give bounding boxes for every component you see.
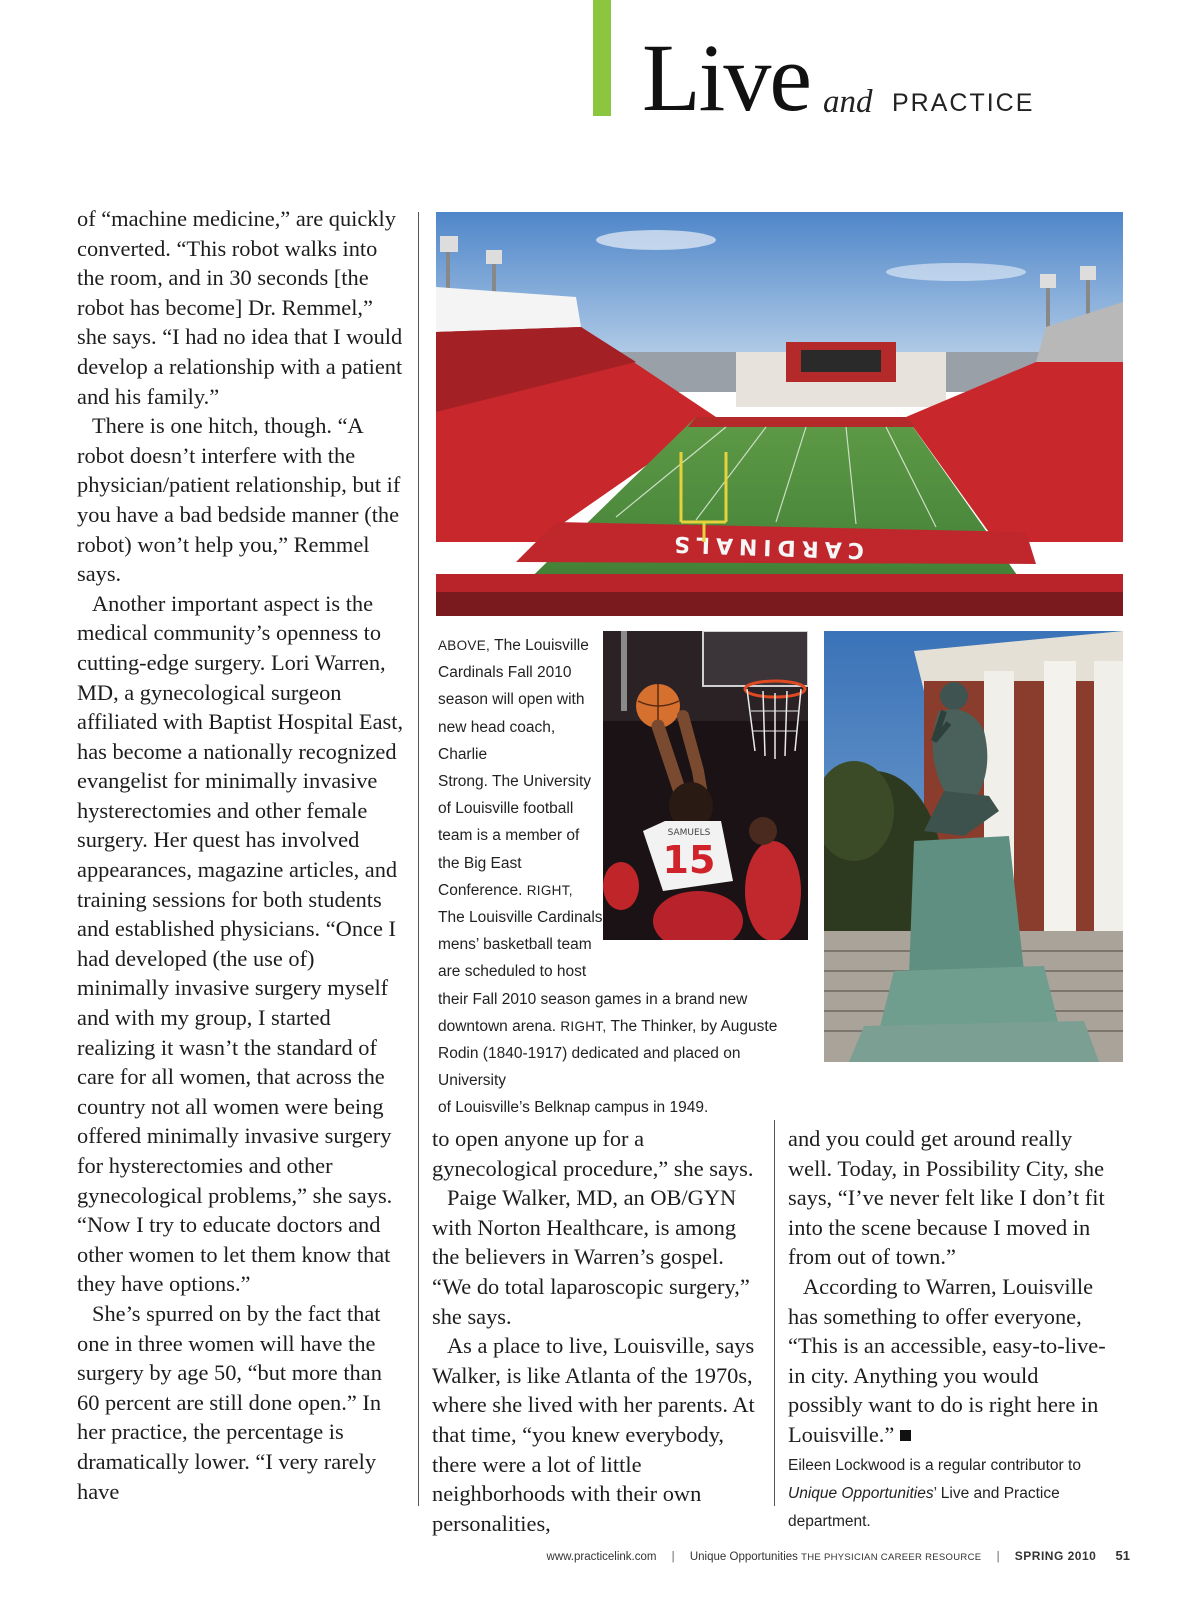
paragraph: Paige Walker, MD, an OB/GYN with Norton Healthcare, is among the believers in Warren’s gospel. “We do total laparoscopic surgery,” she says. [432, 1185, 750, 1329]
caption-line: Strong. The University [438, 773, 592, 791]
page-footer [547, 1548, 1130, 1563]
caption-text: The Louisville [490, 637, 589, 654]
paragraph-text: According to Warren, Louisville has something to offer everyone, “This is an accessible, easy-to-live-in city. Anything you would possibly want to do is right here in Louisville.” [788, 1273, 1106, 1447]
stadium-endzone-text: CARDINALS [667, 530, 865, 563]
article-column-2 [432, 1124, 762, 1538]
footer-separator: | [671, 1551, 675, 1563]
page-number: 51 [1115, 1548, 1130, 1563]
caption-line: Rodin (1840-1917) dedicated and placed on University [438, 1045, 741, 1090]
stadium-illustration [436, 212, 1123, 616]
stadium-photo [436, 212, 1123, 616]
caption-text: downtown arena. [438, 1017, 561, 1035]
paragraph: of “machine medicine,” are quickly converted. “This robot walks into the room, and in 30 seconds [the robot has become] Dr. Remmel,” she says. “I had no idea that I would develop a relationship with a patient and his family.” [77, 206, 403, 409]
caption-line: new head coach, Charlie [438, 718, 556, 763]
column-rule-1 [418, 212, 419, 1506]
caption-line: season will open with [438, 691, 585, 709]
article-column-3 [788, 1124, 1118, 1536]
caption-line [438, 877, 606, 904]
caption-text: Conference. [438, 881, 527, 899]
jersey-number: 15 [662, 838, 716, 882]
section-title-live: Live [642, 24, 810, 131]
article-column-1 [77, 204, 407, 1506]
caption-line: Cardinals Fall 2010 [438, 664, 572, 682]
jersey-name: SAMUELS [667, 828, 711, 838]
caption-line [438, 1013, 798, 1040]
column-rule-2 [774, 1120, 775, 1506]
section-title-and: and [823, 84, 873, 120]
byline-magazine: Unique Opportunities [788, 1484, 934, 1502]
caption-line: of Louisville’s Belknap campus in 1949. [438, 1099, 709, 1117]
author-byline [788, 1452, 1118, 1536]
caption-line: team is a member of [438, 827, 580, 845]
thinker-statue-photo [824, 631, 1123, 1062]
section-title-practice: PRACTICE [892, 89, 1035, 117]
caption-label-right-1: RIGHT, [526, 882, 573, 898]
caption-line: are scheduled to host [438, 963, 587, 981]
paragraph: Another important aspect is the medical community’s openness to cutting-edge surgery. Lori Warren, MD, a gynecological surgeon affiliated with Baptist Hospital East, has become a nationally recognized evangelist for minimally invasive hysterectomies and other female surgery. Her quest has involved appearances, magazine articles, and training sessions for both students and established physicians. “Once I had developed (the use of) minimally invasive surgery myself and with my group, I started realizing it wasn’t the standard of care for all women, that across the country not all women were being offered minimally invasive surgery for hysterectomies and other gynecological problems,” she says. “Now I try to educate doctors and other women to let them know that they have options.” [77, 590, 404, 1297]
footer-magazine: Unique Opportunities [689, 1551, 798, 1563]
caption-line: their Fall 2010 season games in a brand new [438, 990, 748, 1008]
byline-text: ’ Live and Practice department. [788, 1484, 1060, 1530]
caption-line: of Louisville football [438, 800, 574, 818]
footer-separator: | [996, 1551, 1000, 1563]
caption-line [438, 632, 606, 659]
paragraph: There is one hitch, though. “A robot doesn’t interfere with the physician/patient relationship, but if you have a bad bedside manner (the robot) won’t help you,” Remmel says. [77, 413, 401, 587]
caption-label-above: ABOVE, [438, 638, 491, 653]
footer-tagline: THE PHYSICIAN CAREER RESOURCE [801, 1552, 982, 1563]
paragraph: She’s spurred on by the fact that one in three women will have the surgery by age 50, “but more than 60 percent are still done open.” In her practice, the percentage is dramatically lower. “I very rarely have [77, 1300, 382, 1504]
photo-caption [438, 632, 798, 1122]
byline-text: Eileen Lockwood is a regular contributor to [788, 1456, 1081, 1474]
paragraph [788, 1272, 1118, 1450]
end-of-article-mark [900, 1430, 911, 1441]
caption-line: the Big East [438, 854, 522, 872]
paragraph: to open anyone up for a gynecological procedure,” she says. [432, 1126, 754, 1181]
caption-line: The Louisville Cardinals [438, 909, 603, 927]
paragraph: and you could get around really well. Today, in Possibility City, she says, “I’ve never felt like I don’t fit into the scene because I moved in from out of town.” [788, 1126, 1105, 1270]
header-accent-bar [593, 0, 611, 116]
footer-url: www.practicelink.com [546, 1551, 657, 1563]
caption-text: The Thinker, by Auguste [606, 1017, 778, 1035]
thinker-illustration [824, 631, 1123, 1062]
paragraph: As a place to live, Louisville, says Walker, is like Atlanta of the 1970s, where she lived with her parents. At that time, “you knew everybody, there were a lot of little neighborhoods with their own personalities, [432, 1333, 755, 1536]
caption-label-right-2: RIGHT, [560, 1018, 607, 1034]
caption-line: mens’ basketball team [438, 936, 592, 954]
footer-issue: SPRING 2010 [1014, 1549, 1097, 1563]
